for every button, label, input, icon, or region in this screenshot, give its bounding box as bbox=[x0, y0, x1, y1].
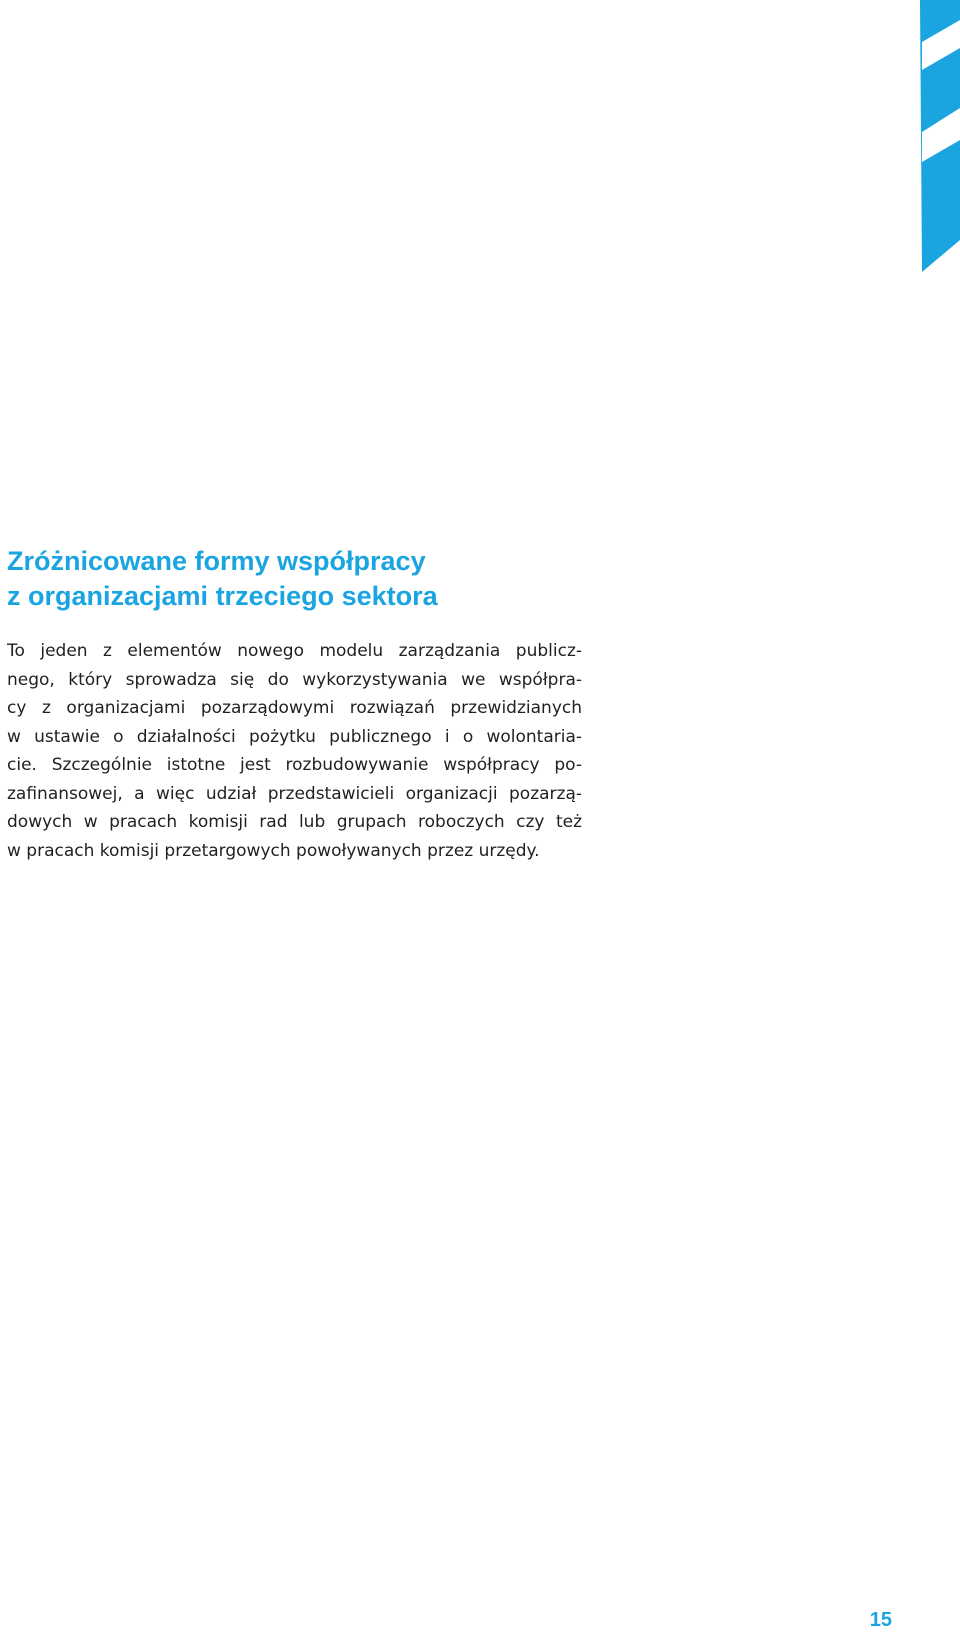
paragraph-line: nego, który sprowadza się do wykorzystywania we współpra- bbox=[7, 669, 582, 690]
article-section bbox=[7, 544, 587, 865]
paragraph-line: w pracach komisji przetargowych powoływanych przez urzędy. bbox=[7, 840, 540, 861]
body-paragraph bbox=[7, 637, 587, 865]
paragraph-line: To jeden z elementów nowego modelu zarządzania publicz- bbox=[7, 641, 582, 661]
paragraph-line: dowych w pracach komisji rad lub grupach roboczych czy też bbox=[7, 812, 582, 832]
corner-chevron-decoration bbox=[920, 0, 960, 272]
heading-line-2: z organizacjami trzeciego sektora bbox=[7, 581, 438, 611]
chevron-stripe-icon bbox=[920, 0, 960, 272]
section-heading bbox=[7, 544, 587, 614]
paragraph-line: cy z organizacjami pozarządowymi rozwiązań przewidzianych bbox=[7, 698, 582, 718]
paragraph-line: cie. Szczególnie istotne jest rozbudowywanie współpracy po- bbox=[7, 755, 582, 775]
paragraph-line: zafinansowej, a więc udział przedstawicieli organizacji pozarzą- bbox=[7, 783, 582, 804]
page-number: 15 bbox=[869, 1609, 892, 1631]
paragraph-line: w ustawie o działalności pożytku publicznego i o wolontaria- bbox=[7, 726, 582, 747]
heading-line-1: Zróżnicowane formy współpracy bbox=[7, 546, 426, 576]
